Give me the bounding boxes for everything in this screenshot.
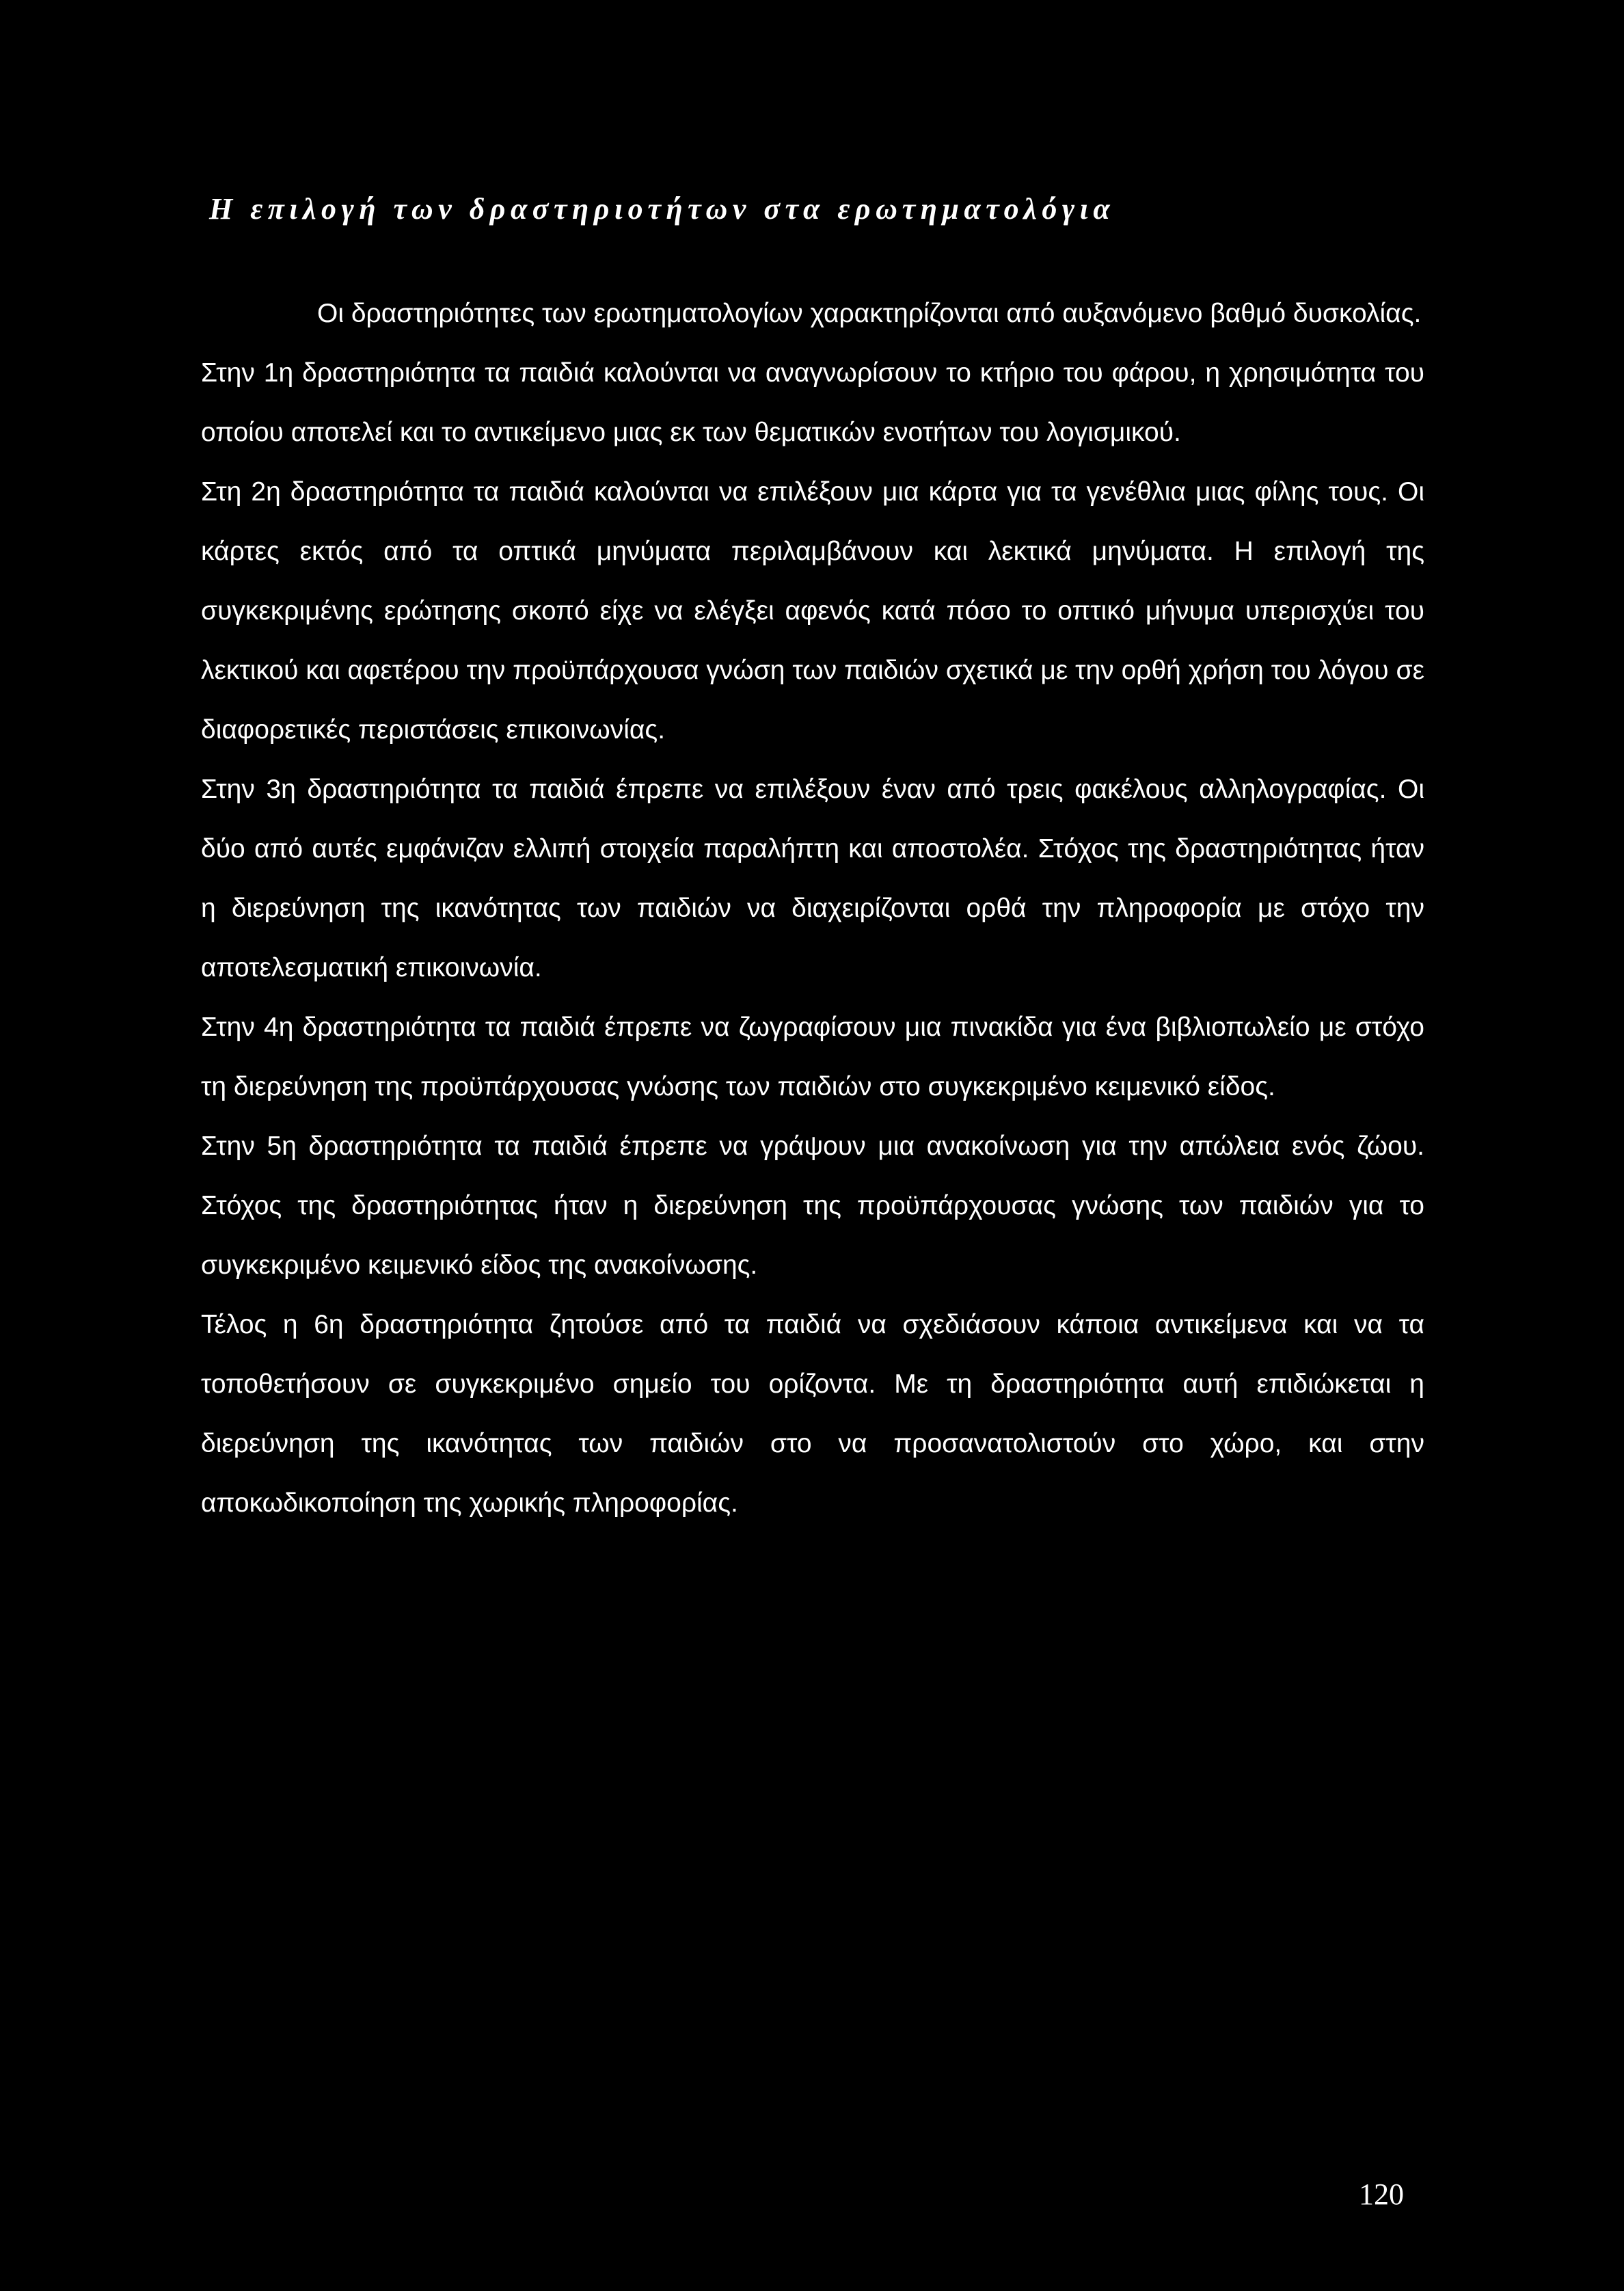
paragraph-activity-1: Στην 1η δραστηριότητα τα παιδιά καλούνται να αναγνωρίσουν το κτήριο του φάρου, η χρησιμότητα του οποίου αποτελεί και το αντικείμενο μιας εκ των θεματικών ενοτήτων του λογισμικού. bbox=[201, 358, 1424, 447]
section-heading: Η επιλογή των δραστηριοτήτων στα ερωτηματολόγια bbox=[209, 192, 1115, 226]
paragraph-activity-5: Στην 5η δραστηριότητα τα παιδιά έπρεπε να γράψουν μια ανακοίνωση για την απώλεια ενός ζώου. Στόχος της δραστηριότητας ήταν η διερεύνηση της προϋπάρχουσας γνώσης των παιδιών για το συγκεκριμένο κειμενικό είδος της ανακοίνωσης. bbox=[201, 1131, 1424, 1280]
paragraph-intro: Οι δραστηριότητες των ερωτηματολογίων χαρακτηρίζονται από αυξανόμενο βαθμό δυσκολίας. bbox=[317, 299, 1422, 328]
body-text bbox=[201, 284, 1424, 1533]
paragraph-activity-4: Στην 4η δραστηριότητα τα παιδιά έπρεπε να ζωγραφίσουν μια πινακίδα για ένα βιβλιοπωλείο με στόχο τη διερεύνηση της προϋπάρχουσας γνώσης των παιδιών στο συγκεκριμένο κειμενικό είδος. bbox=[201, 1013, 1424, 1101]
page-number: 120 bbox=[1359, 2178, 1404, 2211]
paragraph-activity-3: Στην 3η δραστηριότητα τα παιδιά έπρεπε να επιλέξουν έναν από τρεις φακέλους αλληλογραφίας. Οι δύο από αυτές εμφάνιζαν ελλιπή στοιχεία παραλήπτη και αποστολέα. Στόχος της δραστηριότητας ήταν η διερεύνηση της ικανότητας των παιδιών να διαχειρίζονται ορθά την πληροφορία με στόχο την αποτελεσματική επικοινωνία. bbox=[201, 775, 1424, 982]
paragraph-activity-6: Τέλος η 6η δραστηριότητα ζητούσε από τα παιδιά να σχεδιάσουν κάποια αντικείμενα και να τα τοποθετήσουν σε συγκεκριμένο σημείο του ορίζοντα. Με τη δραστηριότητα αυτή επιδιώκεται η διερεύνηση της ικανότητας των παιδιών στο να προσανατολιστούν στο χώρο, και στην αποκωδικοποίηση της χωρικής πληροφορίας. bbox=[201, 1310, 1424, 1518]
paragraph-activity-2: Στη 2η δραστηριότητα τα παιδιά καλούνται να επιλέξουν μια κάρτα για τα γενέθλια μιας φίλης τους. Οι κάρτες εκτός από τα οπτικά μηνύματα περιλαμβάνουν και λεκτικά μηνύματα. Η επιλογή της συγκεκριμένης ερώτησης σκοπό είχε να ελέγξει αφενός κατά πόσο το οπτικό μήνυμα υπερισχύει του λεκτικού και αφετέρου την προϋπάρχουσα γνώση των παιδιών σχετικά με την ορθή χρήση του λόγου σε διαφορετικές περιστάσεις επικοινωνίας. bbox=[201, 477, 1424, 745]
